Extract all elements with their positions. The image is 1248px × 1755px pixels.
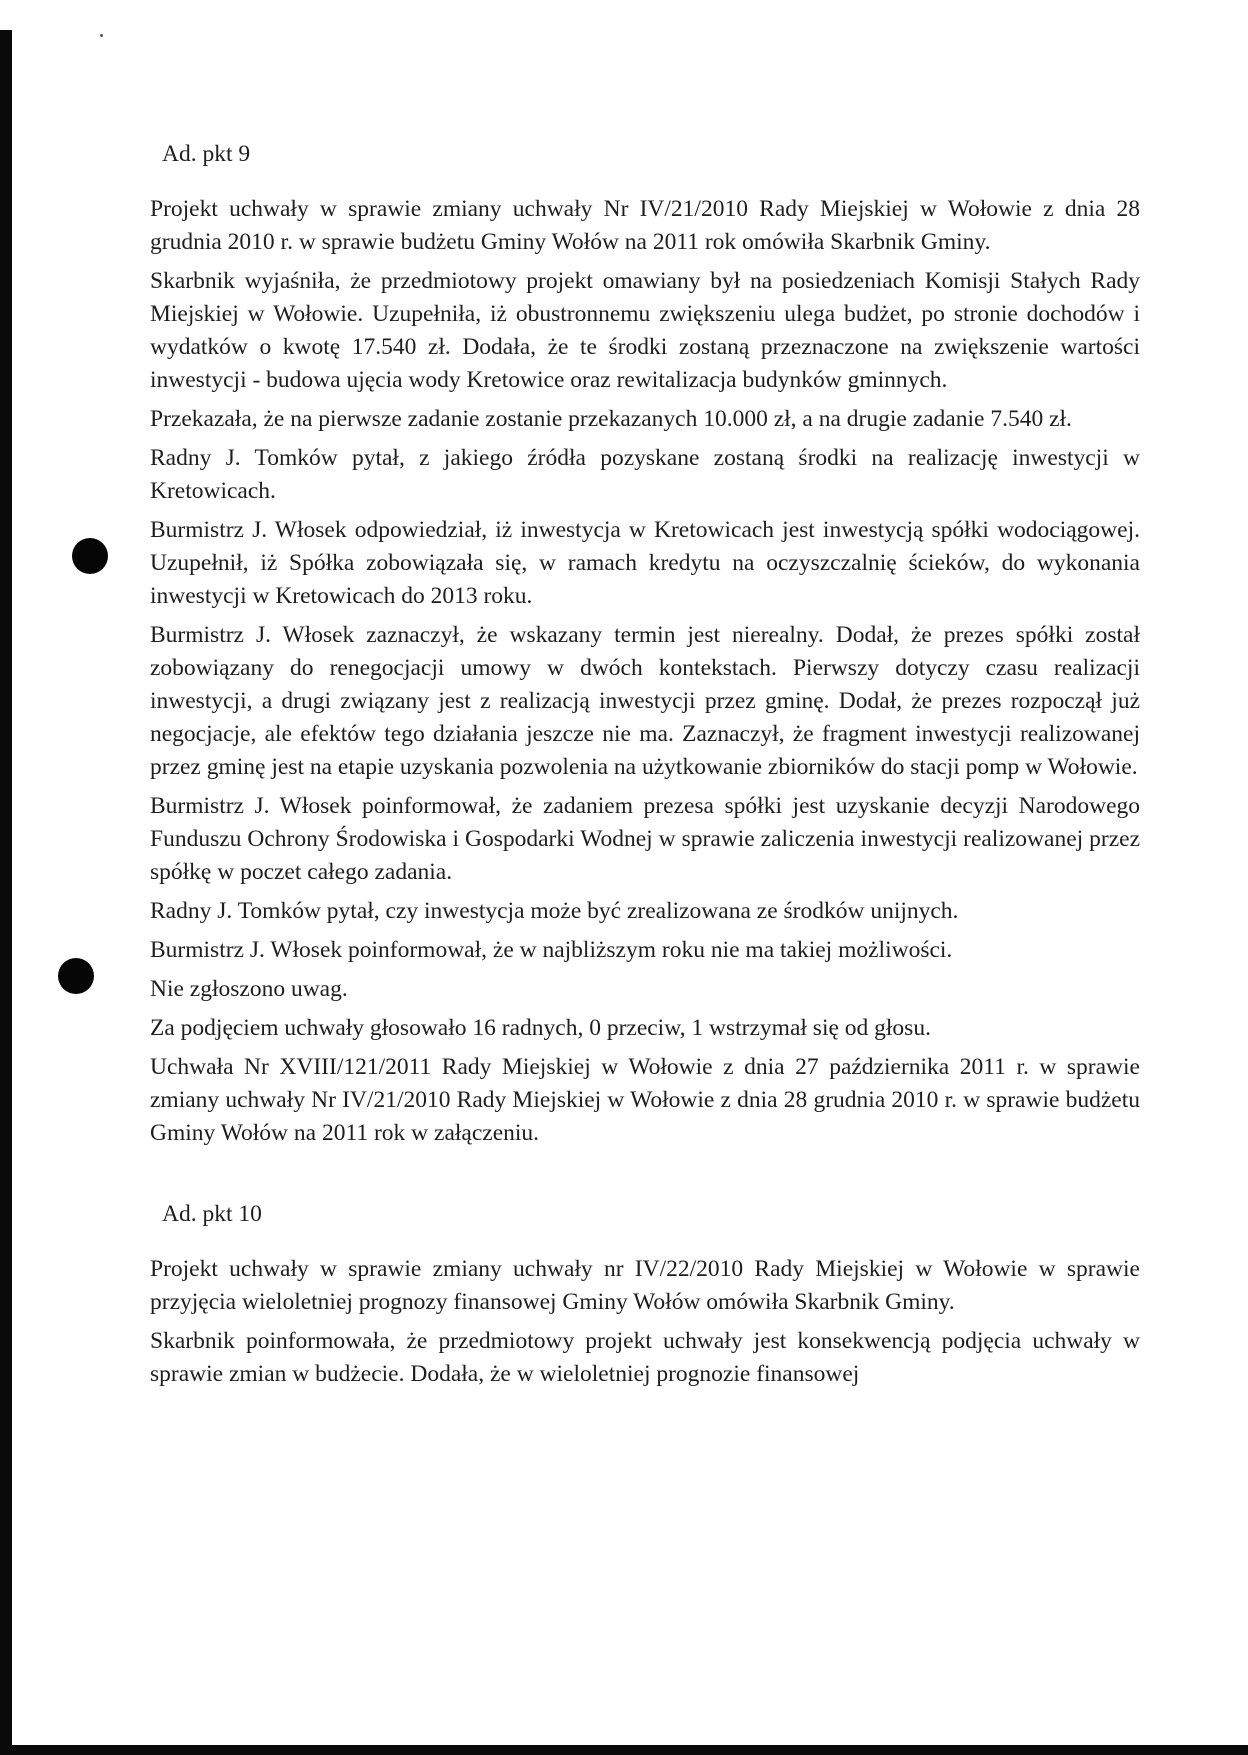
paragraph: Projekt uchwały w sprawie zmiany uchwały Nr IV/21/2010 Rady Miejskiej w Wołowie z dnia 28 grudnia 2010 r. w sprawie budżetu Gminy Wołów na 2011 rok omówiła Skarbnik Gminy.	[150, 196, 1140, 255]
paragraph: Projekt uchwały w sprawie zmiany uchwały nr IV/22/2010 Rady Miejskiej w Wołowie w sprawie przyjęcia wieloletniej prognozy finansowej Gminy Wołów omówiła Skarbnik Gminy.	[150, 1256, 1140, 1315]
scan-edge-bottom	[0, 1745, 1248, 1755]
paragraph: Skarbnik poinformowała, że przedmiotowy projekt uchwały jest konsekwencją podjęcia uchwały w sprawie zmian w budżecie. Dodała, że w wieloletniej prognozie finansowej	[150, 1328, 1140, 1387]
document-page	[150, 120, 1140, 1397]
paragraph: Przekazała, że na pierwsze zadanie zostanie przekazanych 10.000 zł, a na drugie zadanie 7.540 zł.	[150, 406, 1072, 432]
paragraph: Burmistrz J. Włosek poinformował, że w najbliższym roku nie ma takiej możliwości.	[150, 937, 953, 963]
scan-edge-left	[0, 30, 12, 1755]
paragraph: Burmistrz J. Włosek zaznaczył, że wskazany termin jest nierealny. Dodał, że prezes spółki został zobowiązany do renegocjacji umowy w dwóch kontekstach. Pierwszy dotyczy czasu realizacji inwestycji, a drugi związany jest z realizacją inwestycji przez gminę. Dodał, że prezes rozpoczął już negocjacje, ale efektów tego działania jeszcze nie ma. Zaznaczył, że fragment inwestycji realizowanej przez gminę jest na etapie uzyskania pozwolenia na użytkowanie zbiorników do stacji pomp w Wołowie.	[150, 622, 1140, 780]
section-heading-9: Ad. pkt 9	[162, 141, 251, 167]
scan-speck	[100, 34, 103, 37]
section-heading-10: Ad. pkt 10	[162, 1201, 262, 1227]
paragraph: Burmistrz J. Włosek poinformował, że zadaniem prezesa spółki jest uzyskanie decyzji Narodowego Funduszu Ochrony Środowiska i Gospodarki Wodnej w sprawie zaliczenia inwestycji realizowanej przez spółkę w poczet całego zadania.	[150, 793, 1140, 885]
paragraph: Radny J. Tomków pytał, z jakiego źródła pozyskane zostaną środki na realizację inwestycji w Kretowicach.	[150, 445, 1140, 504]
paragraph: Skarbnik wyjaśniła, że przedmiotowy projekt omawiany był na posiedzeniach Komisji Stałych Rady Miejskiej w Wołowie. Uzupełniła, iż obustronnemu zwiększeniu ulega budżet, po stronie dochodów i wydatków o kwotę 17.540 zł. Dodała, że te środki zostaną przeznaczone na zwiększenie wartości inwestycji - budowa ujęcia wody Kretowice oraz rewitalizacja budynków gminnych.	[150, 268, 1140, 393]
paragraph: Za podjęciem uchwały głosowało 16 radnych, 0 przeciw, 1 wstrzymał się od głosu.	[150, 1015, 931, 1041]
paragraph: Radny J. Tomków pytał, czy inwestycja może być zrealizowana ze środków unijnych.	[150, 898, 959, 924]
punch-hole-top	[72, 538, 108, 574]
paragraph: Burmistrz J. Włosek odpowiedział, iż inwestycja w Kretowicach jest inwestycją spółki wodociągowej. Uzupełnił, iż Spółka zobowiązała się, w ramach kredytu na oczyszczalnię ścieków, do wykonania inwestycji w Kretowicach do 2013 roku.	[150, 517, 1140, 609]
paragraph: Nie zgłoszono uwag.	[150, 976, 348, 1002]
paragraph: Uchwała Nr XVIII/121/2011 Rady Miejskiej w Wołowie z dnia 27 października 2011 r. w sprawie zmiany uchwały Nr IV/21/2010 Rady Miejskiej w Wołowie z dnia 28 grudnia 2010 r. w sprawie budżetu Gminy Wołów na 2011 rok w załączeniu.	[150, 1054, 1140, 1146]
punch-hole-bottom	[58, 958, 94, 994]
section-gap	[150, 1156, 1140, 1180]
